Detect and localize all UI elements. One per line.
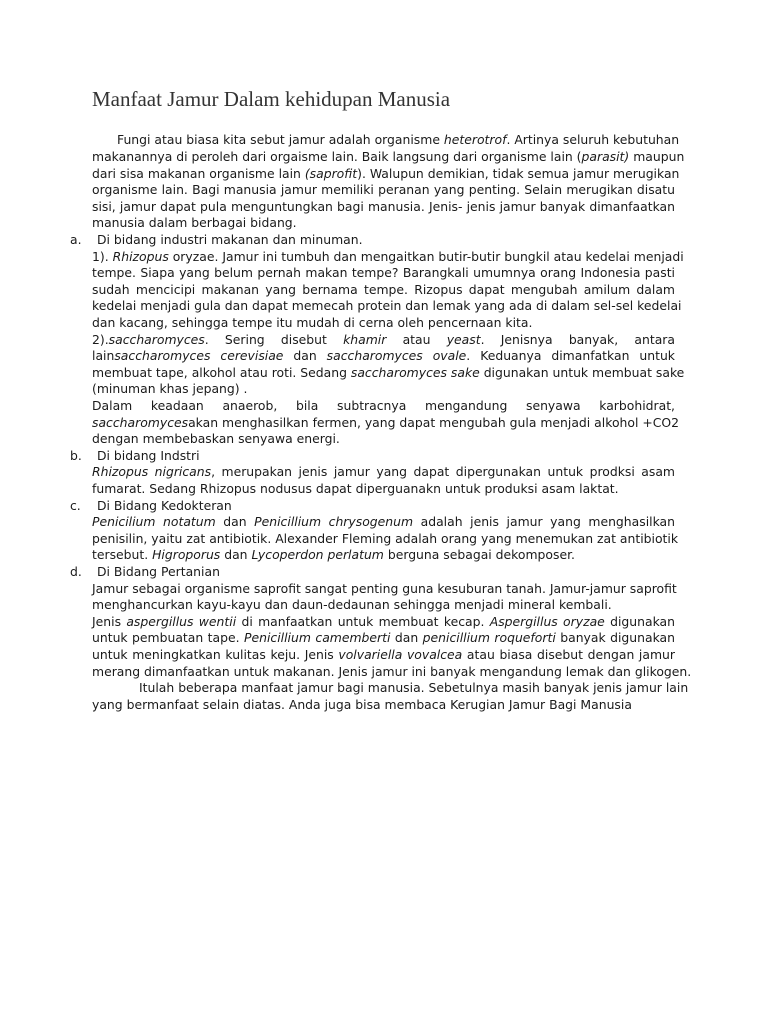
text-line: dari sisa makanan organisme lain (saprofit). Walupun demikian, tidak semua jamur merugikan bbox=[92, 166, 680, 181]
text-line: fumarat. Sedang Rhizopus nodusus dapat diperguanakn untuk produksi asam laktat. bbox=[92, 481, 619, 496]
section-heading: Di Bidang Kedokteran bbox=[97, 498, 232, 513]
text-line: sudah mencicipi makanan yang bernama tempe. Rizopus dapat mengubah amilum dalam bbox=[92, 282, 675, 297]
text-line: untuk meningkatkan kulitas keju. Jenis volvariella vovalcea atau biasa disebut dengan jamur bbox=[92, 647, 675, 662]
text-line: manusia dalam berbagai bidang. bbox=[92, 215, 297, 230]
text-line: menghancurkan kayu-kayu dan daun-dedaunan sehingga menjadi mineral kembali. bbox=[92, 597, 612, 612]
page-title: Manfaat Jamur Dalam kehidupan Manusia bbox=[92, 87, 451, 111]
text-line: Itulah beberapa manfaat jamur bagi manusia. Sebetulnya masih banyak jenis jamur lain bbox=[139, 680, 689, 695]
text-line: saccharomycesakan menghasilkan fermen, yang dapat mengubah gula menjadi alkohol +CO2 bbox=[92, 415, 680, 430]
text-line: 2).saccharomyces. Sering disebut khamir atau yeast. Jenisnya banyak, antara bbox=[92, 332, 675, 347]
text-line: kedelai menjadi gula dan dapat memecah protein dan lemak yang ada di dalam sel-sel kedelai bbox=[92, 298, 682, 313]
text-line: membuat tape, alkohol atau roti. Sedang saccharomyces sake digunakan untuk membuat sake bbox=[92, 365, 685, 380]
text-line: penisilin, yaitu zat antibiotik. Alexander Fleming adalah orang yang menemukan zat antibiotik bbox=[92, 531, 679, 546]
text-line: untuk pembuatan tape. Penicillium camemberti dan penicillium roqueforti banyak digunakan bbox=[92, 630, 675, 645]
text-line: organisme lain. Bagi manusia jamur memiliki peranan yang penting. Selain merugikan disatu bbox=[92, 182, 675, 197]
text-line: Penicilium notatum dan Penicillium chrysogenum adalah jenis jamur yang menghasilkan bbox=[92, 514, 675, 529]
section-heading: Di bidang Indstri bbox=[97, 448, 200, 463]
section-heading: Di bidang industri makanan dan minuman. bbox=[97, 232, 363, 247]
text-line: makanannya di peroleh dari orgaisme lain. Baik langsung dari organisme lain (parasit) maupun bbox=[92, 149, 685, 164]
text-line: lainsaccharomyces cerevisiae dan saccharomyces ovale. Keduanya dimanfatkan untuk bbox=[92, 348, 675, 363]
text-line: (minuman khas jepang) . bbox=[92, 381, 248, 396]
text-line: dan kacang, sehingga tempe itu mudah di cerna oleh pencernaan kita. bbox=[92, 315, 533, 330]
text-line: merang dimanfaatkan untuk makanan. Jenis jamur ini banyak mengandung lemak dan glikogen. bbox=[92, 664, 692, 679]
text-line: Jamur sebagai organisme saprofit sangat penting guna kesuburan tanah. Jamur-jamur saprofit bbox=[92, 581, 677, 596]
text-line: sisi, jamur dapat pula menguntungkan bagi manusia. Jenis- jenis jamur banyak dimanfaatkan bbox=[92, 199, 675, 214]
text-line: dengan membebaskan senyawa energi. bbox=[92, 431, 340, 446]
text-line: tersebut. Higroporus dan Lycoperdon perlatum berguna sebagai dekomposer. bbox=[92, 547, 575, 562]
section-marker: a. bbox=[70, 232, 82, 247]
section-marker: d. bbox=[70, 564, 82, 579]
section-marker: c. bbox=[70, 498, 81, 513]
text-line: yang bermanfaat selain diatas. Anda juga bisa membaca Kerugian Jamur Bagi Manusia bbox=[92, 697, 632, 712]
text-line: Jenis aspergillus wentii di manfaatkan untuk membuat kecap. Aspergillus oryzae digunakan bbox=[92, 614, 675, 629]
section-heading: Di Bidang Pertanian bbox=[97, 564, 220, 579]
text-line: 1). Rhizopus oryzae. Jamur ini tumbuh dan mengaitkan butir-butir bungkil atau kedelai menjadi bbox=[92, 249, 684, 264]
section-marker: b. bbox=[70, 448, 82, 463]
text-line: Rhizopus nigricans, merupakan jenis jamur yang dapat dipergunakan untuk prodksi asam bbox=[92, 464, 675, 479]
text-line: tempe. Siapa yang belum pernah makan tempe? Barangkali umumnya orang Indonesia pasti bbox=[92, 265, 675, 280]
text-line: Fungi atau biasa kita sebut jamur adalah organisme heterotrof. Artinya seluruh kebutuhan bbox=[117, 132, 680, 147]
text-line: Dalam keadaan anaerob, bila subtracnya mengandung senyawa karbohidrat, bbox=[92, 398, 675, 413]
